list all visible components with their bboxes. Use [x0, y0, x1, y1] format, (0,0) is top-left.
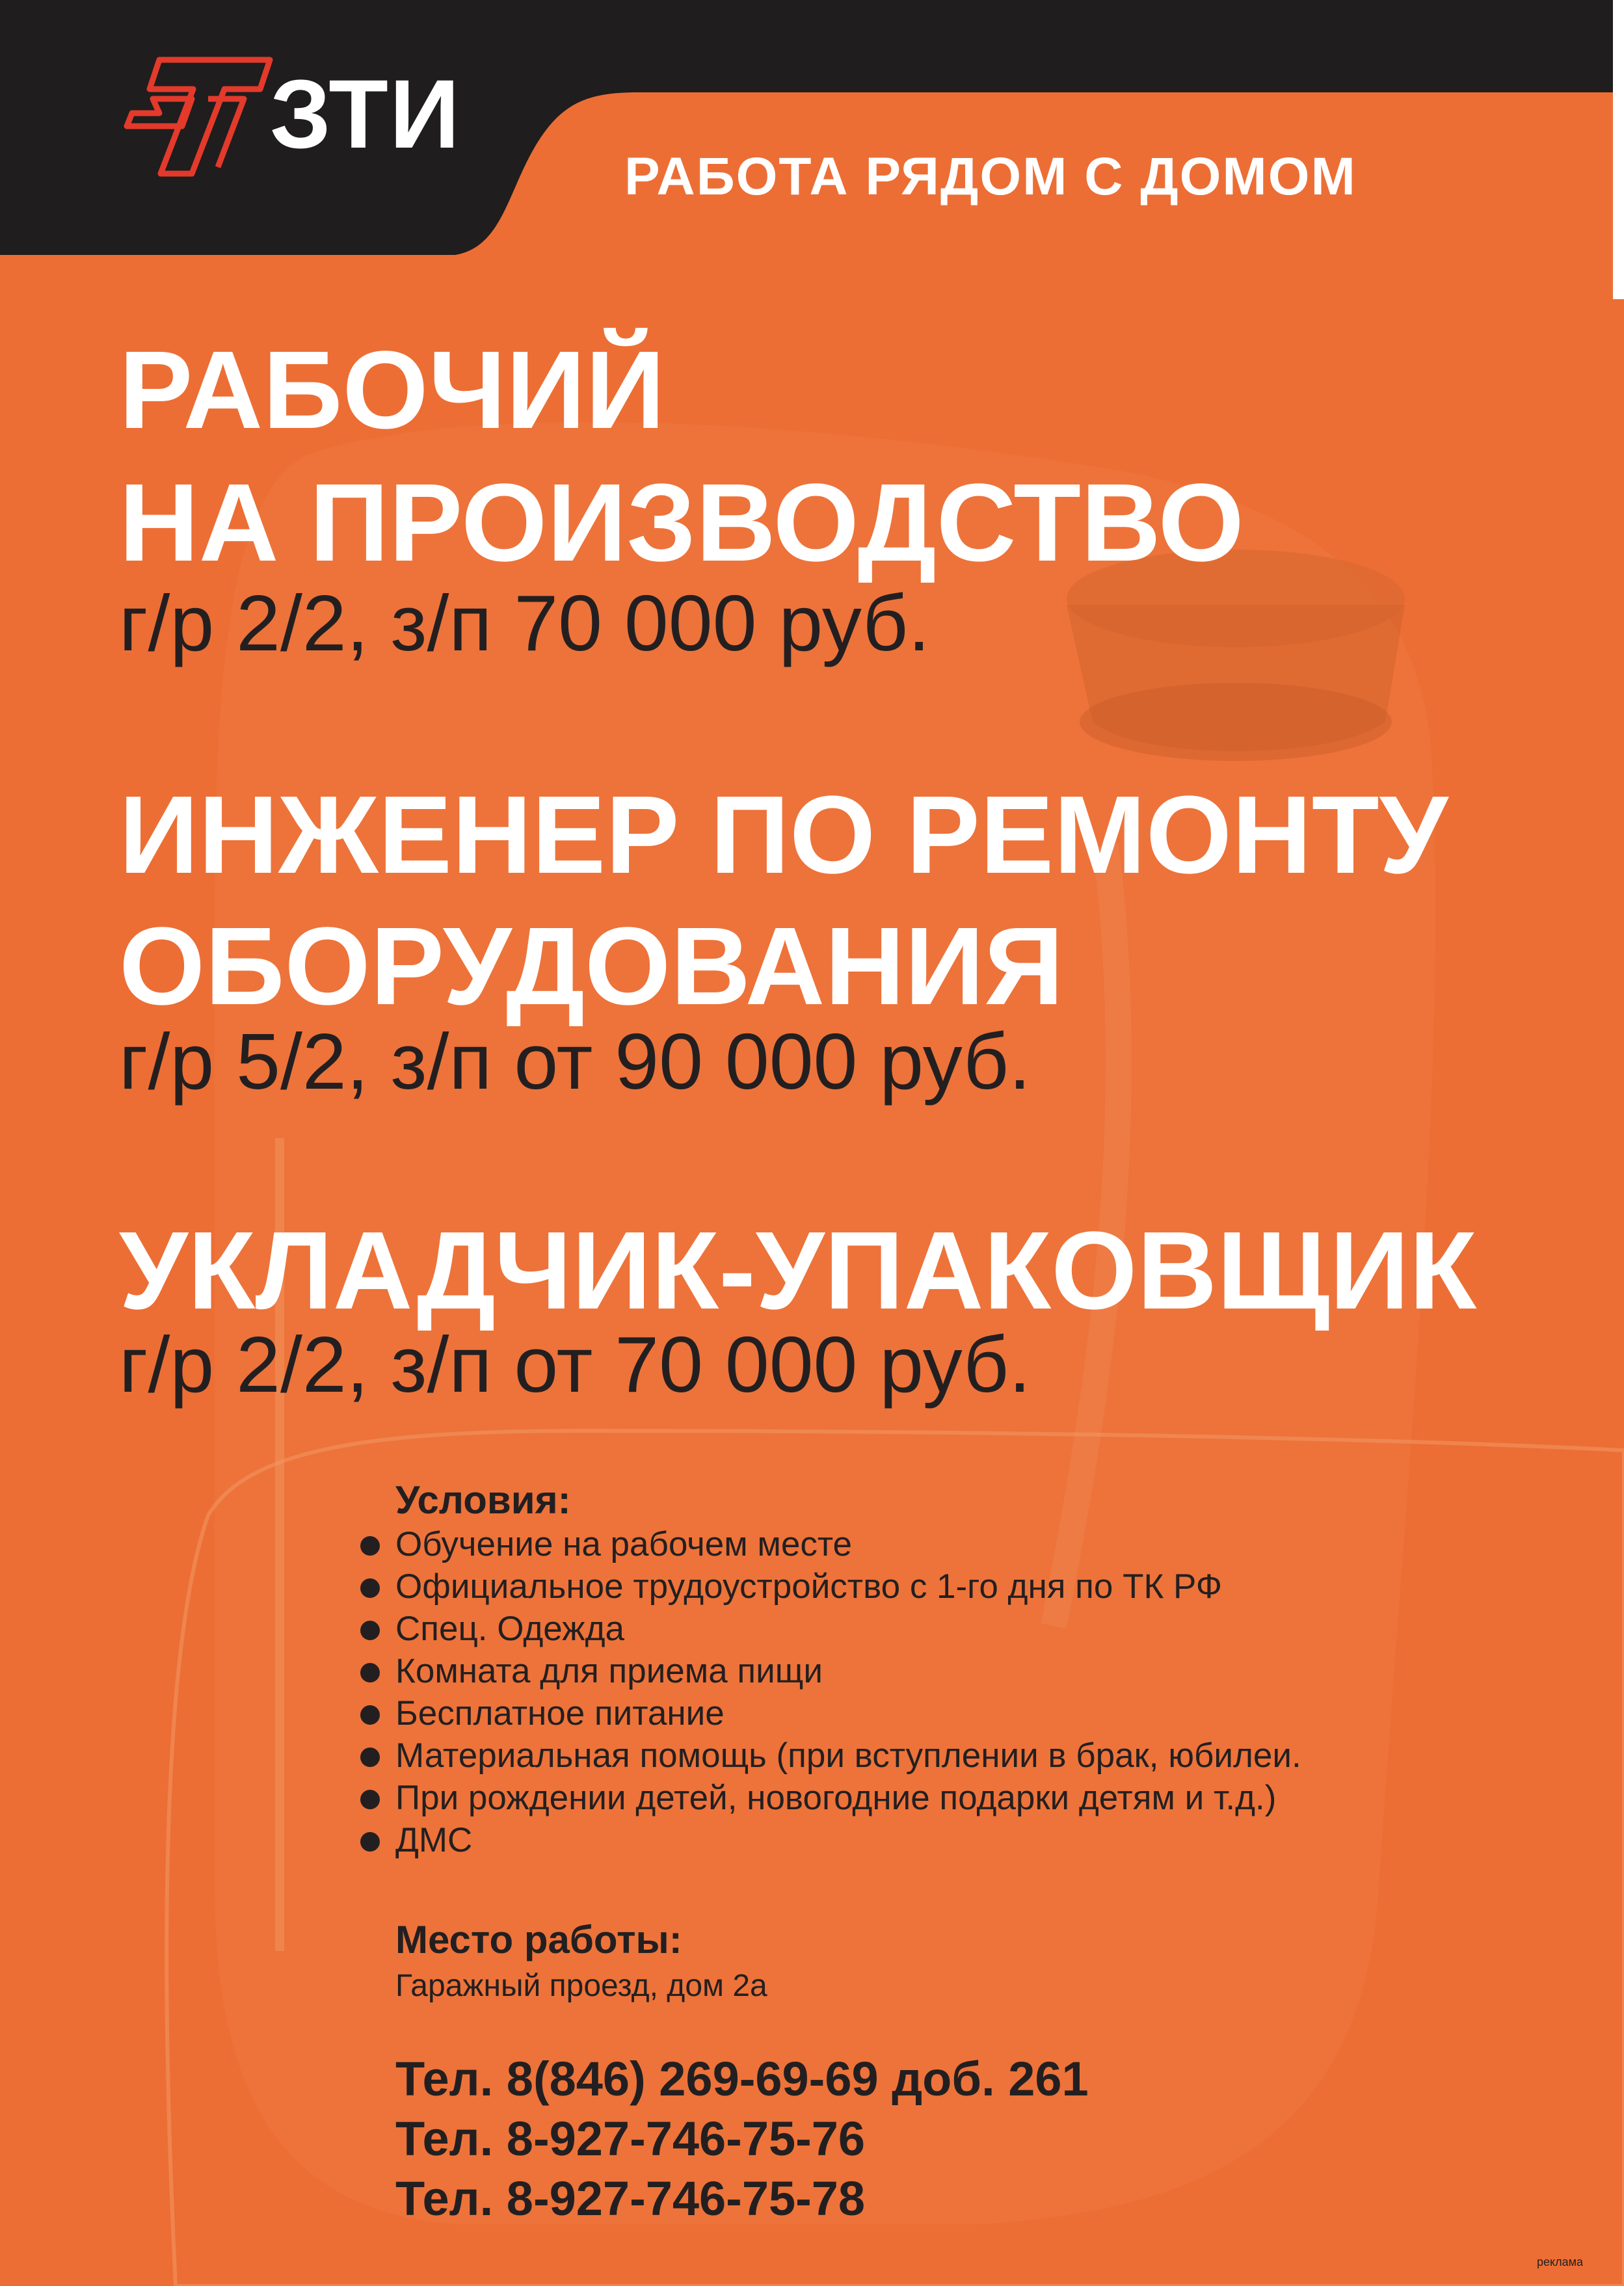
condition-text: При рождении детей, новогодние подарки детям и т.д.) [395, 1779, 1277, 1817]
job-title-engineer-line-1: ИНЖЕНЕР ПО РЕМОНТУ [119, 773, 1448, 897]
job-title-packer: УКЛАДЧИК-УПАКОВЩИК [119, 1209, 1477, 1333]
phone-3[interactable]: Тел. 8-927-746-75-78 [395, 2172, 866, 2226]
list-item [356, 1692, 1301, 1734]
bullet-icon [360, 1663, 380, 1682]
condition-text: Комната для приема пищи [395, 1652, 823, 1690]
list-item [356, 1565, 1301, 1608]
condition-text: Бесплатное питание [395, 1694, 725, 1733]
bullet-icon [360, 1536, 380, 1556]
zti-logo [120, 53, 478, 177]
list-item [356, 1523, 1301, 1565]
list-item [356, 1734, 1301, 1777]
condition-text: Материальная помощь (при вступлении в брак, юбилеи. [395, 1736, 1301, 1775]
list-item [356, 1777, 1301, 1819]
workplace-address: Гаражный проезд, дом 2а [395, 1969, 767, 2003]
job-title-worker-line-2: НА ПРОИЗВОДСТВО [119, 461, 1244, 585]
condition-text: ДМС [395, 1821, 473, 1859]
bullet-icon [360, 1578, 380, 1598]
bullet-icon [360, 1705, 380, 1725]
conditions-list [356, 1523, 1301, 1861]
job-details-worker: г/р 2/2, з/п 70 000 руб. [119, 579, 930, 667]
bullet-icon [360, 1748, 380, 1767]
job-title-worker-line-1: РАБОЧИЙ [119, 328, 665, 452]
tagline: РАБОТА РЯДОМ С ДОМОМ [624, 147, 1357, 206]
zti-logo-mark-icon [120, 53, 276, 177]
workplace-title: Место работы: [395, 1918, 682, 1961]
condition-text: Официальное трудоустройство с 1-го дня по ТК РФ [395, 1567, 1223, 1606]
condition-text: Обучение на рабочем месте [395, 1525, 852, 1563]
list-item [356, 1650, 1301, 1692]
job-details-engineer: г/р 5/2, з/п от 90 000 руб. [119, 1017, 1031, 1106]
phone-1[interactable]: Тел. 8(846) 269-69-69 доб. 261 [395, 2052, 1089, 2106]
logo-text: ЗТИ [270, 59, 461, 168]
job-details-packer: г/р 2/2, з/п от 70 000 руб. [119, 1320, 1031, 1409]
ad-mark: реклама [1537, 2255, 1583, 2268]
phone-2[interactable]: Тел. 8-927-746-75-76 [395, 2112, 866, 2166]
bullet-icon [360, 1832, 380, 1852]
condition-text: Спец. Одежда [395, 1610, 624, 1648]
bullet-icon [360, 1790, 380, 1809]
list-item [356, 1608, 1301, 1650]
bullet-icon [360, 1621, 380, 1640]
job-title-engineer-line-2: ОБОРУДОВАНИЯ [119, 905, 1064, 1028]
list-item [356, 1819, 1301, 1861]
conditions-title: Условия: [395, 1478, 571, 1522]
